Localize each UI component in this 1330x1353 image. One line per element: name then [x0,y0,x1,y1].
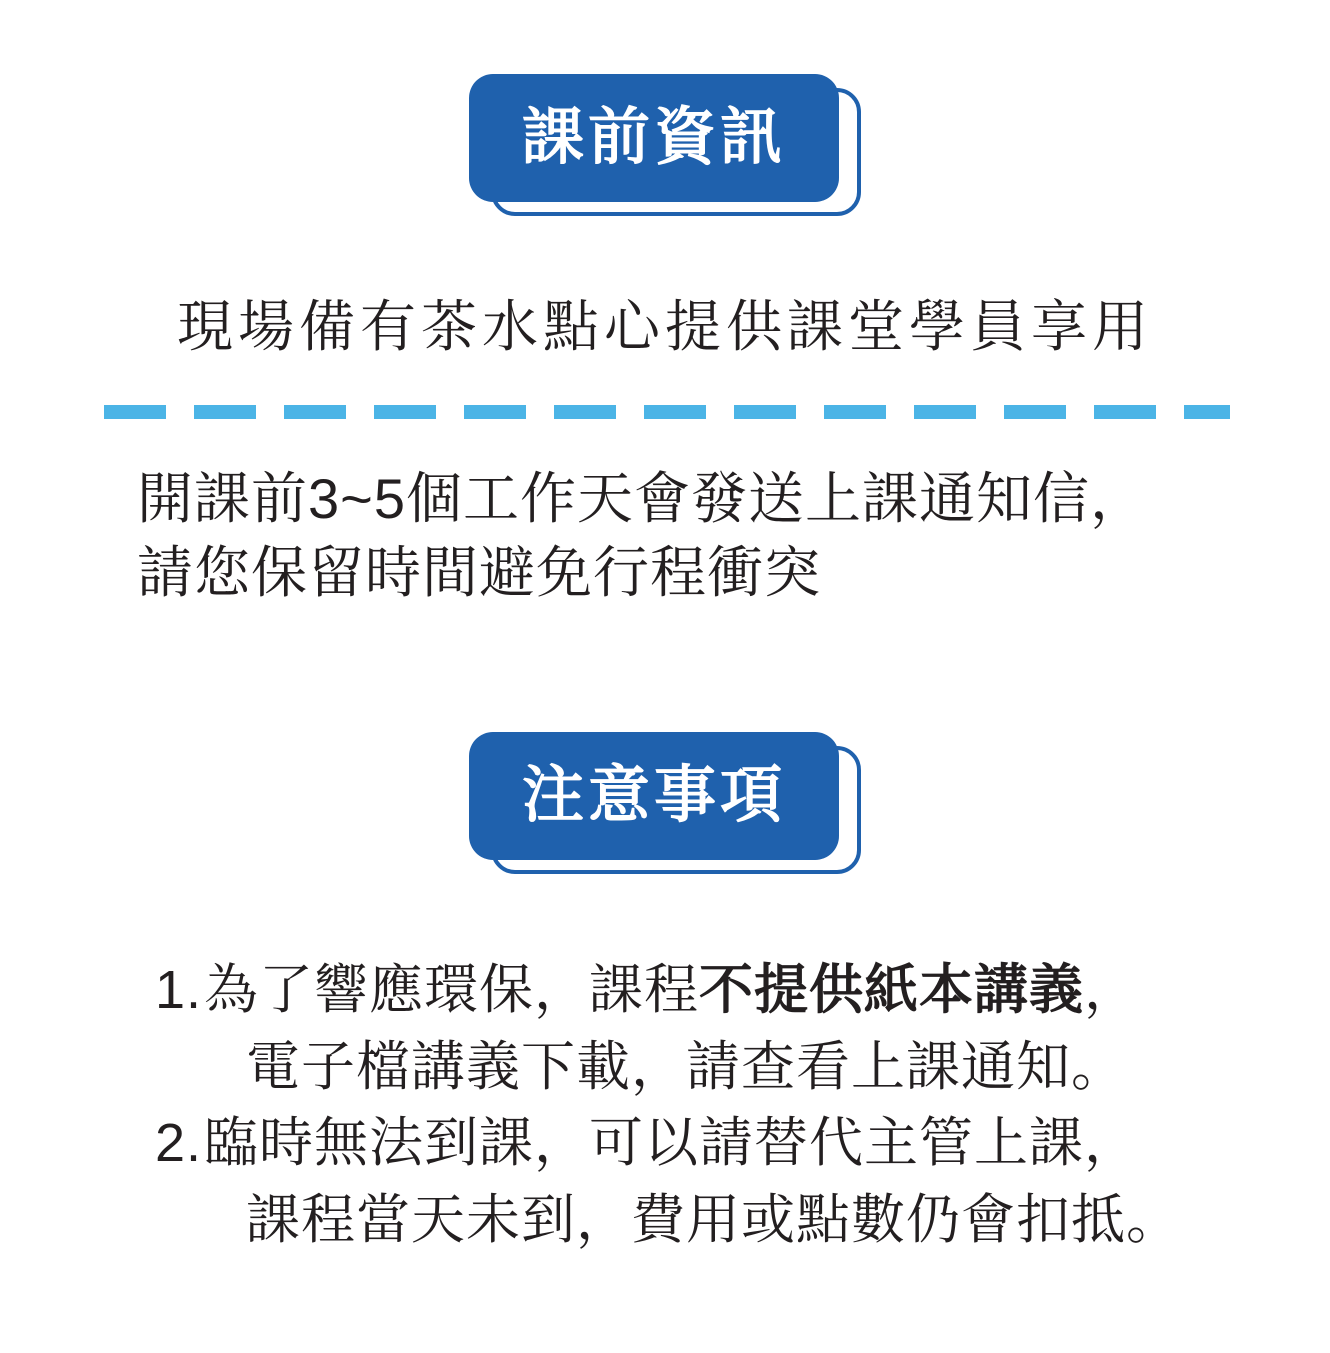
list-item-body [202,952,1248,1105]
list-item-text-a: 臨時無法到課，可以請替代主管上課， [204,1113,1139,1174]
notice-paragraph-line-2: 請您保留時間避免行程衝突 [137,540,821,604]
notice-paragraph-line-1: 開課前3~5個工作天會發送上課通知信， [137,467,1147,530]
intro-line: 現場備有茶水點心提供課堂學員享用 [177,295,1153,358]
list-item-text-a: 為了響應環保，課程 [204,960,699,1020]
dashed-divider [104,405,1230,419]
section-badge-label: 課前資訊 [521,103,786,172]
notes-list [148,952,1248,1259]
section-badge-label: 注意事項 [521,761,786,830]
intro-line-wrapper [0,290,1330,364]
list-item-text-line2: 課程當天未到，費用或點數仍會扣抵。 [246,1190,1181,1251]
dashed-divider-wrapper [104,405,1230,419]
list-item-text-b: ， [1084,960,1139,1020]
badge-fill-shape [469,74,839,202]
list-item-number: 1. [154,960,202,1020]
notice-paragraph [137,462,1257,610]
list-item-body [202,1105,1248,1258]
list-item [148,1105,1248,1258]
list-item-text-strong: 不提供紙本講義 [699,960,1084,1020]
badge-fill-shape [469,732,839,860]
list-item-text-line2: 電子檔講義下載，請查看上課通知。 [246,1036,1126,1097]
list-item-number: 2. [154,1113,202,1174]
list-item [148,952,1248,1105]
